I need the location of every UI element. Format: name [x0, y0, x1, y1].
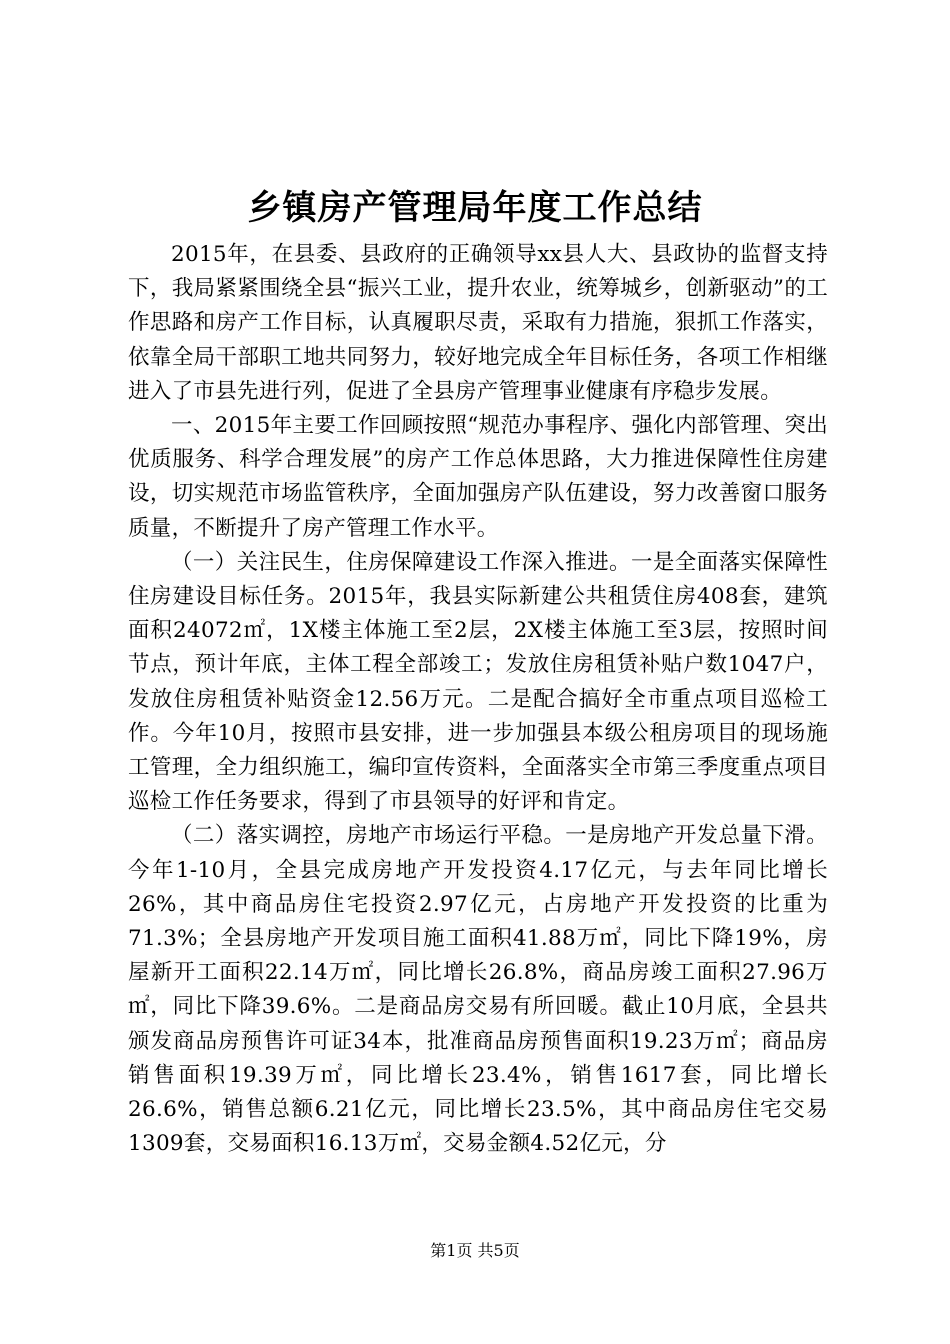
- paragraph-intro: 2015年，在县委、县政府的正确领导xx县人大、县政协的监督支持下，我局紧紧围绕全县“振兴工业，提升农业，统筹城乡，创新驱动”的工作思路和房产工作目标，认真履职尽责，采取有力措施，狠抓工作落实，依靠全局干部职工地共同努力，较好地完成全年目标任务，各项工作相继进入了市县先进行列，促进了全县房产管理事业健康有序稳步发展。: [128, 242, 828, 404]
- paragraph-subsection-1: （一）关注民生，住房保障建设工作深入推进。一是全面落实保障性住房建设目标任务。2015年，我县实际新建公共租赁住房408套，建筑面积24072㎡，1X楼主体施工至2层，2X楼主体施工至3层，按照时间节点，预计年底，主体工程全部竣工；发放住房租赁补贴户数1047户，发放住房租赁补贴资金12.56万元。二是配合搞好全市重点项目巡检工作。今年10月，按照市县安排，进一步加强县本级公租房项目的现场施工管理，全力组织施工，编印宣传资料，全面落实全市第三季度重点项目巡检工作任务要求，得到了市县领导的好评和肯定。: [128, 549, 828, 815]
- document-body: [128, 238, 828, 1161]
- document-title: 乡镇房产管理局年度工作总结: [247, 188, 703, 228]
- page-footer: 第1页 共5页: [430, 1241, 520, 1260]
- paragraph-subsection-2: （二）落实调控，房地产市场运行平稳。一是房地产开发总量下滑。今年1-10月，全县完成房地产开发投资4.17亿元，与去年同比增长26%，其中商品房住宅投资2.97亿元，占房地产开发投资的比重为71.3%；全县房地产开发项目施工面积41.88万㎡，同比下降19%，房屋新开工面积22.14万㎡，同比增长26.8%，商品房竣工面积27.96万㎡，同比下降39.6%。二是商品房交易有所回暖。截止10月底，全县共颁发商品房预售许可证34本，批准商品房预售面积19.23万㎡；商品房销售面积19.39万㎡，同比增长23.4%，销售1617套，同比增长26.6%，销售总额6.21亿元，同比增长23.5%，其中商品房住宅交易1309套，交易面积16.13万㎡，交易金额4.52亿元，分: [128, 823, 828, 1157]
- paragraph-section-1: 一、2015年主要工作回顾按照“规范办事程序、强化内部管理、突出优质服务、科学合理发展”的房产工作总体思路，大力推进保障性住房建设，切实规范市场监管秩序，全面加强房产队伍建设，努力改善窗口服务质量，不断提升了房产管理工作水平。: [128, 413, 828, 541]
